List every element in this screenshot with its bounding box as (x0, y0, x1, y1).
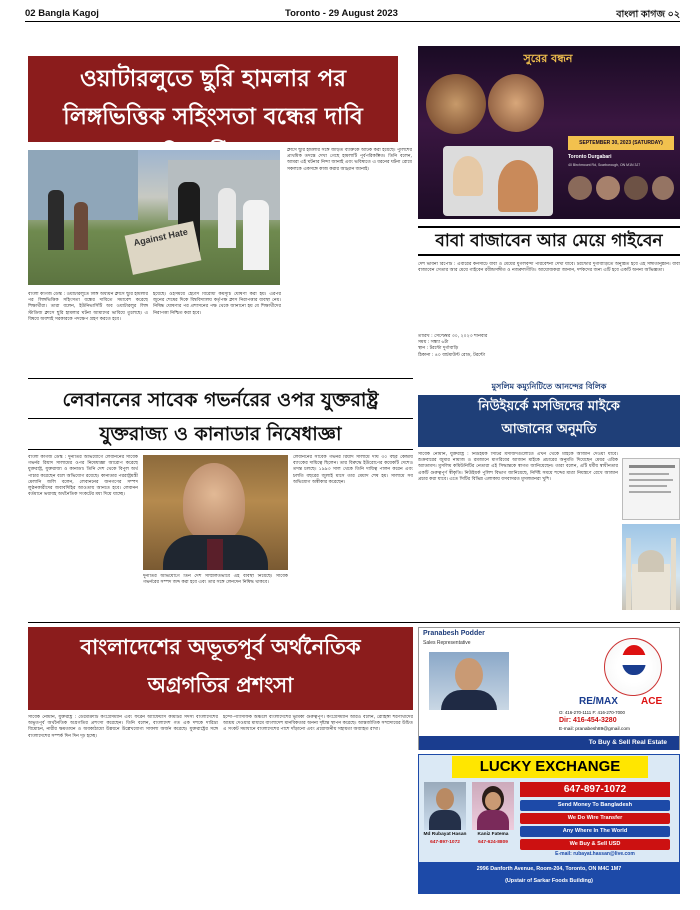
exchange-service-1: Send Money To Bangladesh (520, 800, 670, 811)
rally-photo (28, 150, 280, 285)
person1-phone: 647-897-1072 (430, 840, 460, 845)
page-date: Toronto - 29 August 2023 (285, 8, 398, 19)
person1-photo (424, 782, 466, 830)
exchange-service-3: Any Where In The World (520, 826, 670, 837)
exchange-address-1: 2996 Danforth Avenue, Room-204, Toronto, ON M4C 1M7 (476, 866, 622, 872)
detail-venue: স্থান : টরন্টো দুর্গাবাড়ি (418, 346, 459, 352)
poster-venue: Toronto Durgabari (568, 154, 612, 160)
governor-photo (143, 455, 288, 570)
story2-headline: বাবা বাজাবেন আর মেয়ে গাইবেন (418, 226, 680, 256)
exchange-title: LUCKY EXCHANGE (452, 756, 648, 778)
realtor-email: E-mail: pranabesh89@gmail.com (559, 727, 630, 732)
story3-headline-2: যুক্তরাজ্য ও কানাডার নিষেধাজ্ঞা (28, 418, 413, 450)
remax-balloon-icon (604, 638, 662, 696)
detail-address: ঠিকানা : ৪০ বার্চমাউন্ট রোড, টরন্টো (418, 352, 486, 358)
realtor-direct-phone: Dir: 416-454-3280 (559, 717, 617, 724)
story1-col2: হয়েছে। ওইসময়ে হেটার্স বিরোধী কর্মসূচি ঘোষণা করা হয়। এরপর জুনের শেষের দিকে বিশ্ববিদ্যালয় কর্তৃপক্ষ ক্লাস নিরাপত্তার ব্যবস্থা নেয়। নিষিদ্ধ ঘোষণার পর প্রশাসনের পক্ষ থেকে জানানো হয় যে শিক্ষার্থীদের নিরাপত্তা নিশ্চিত করা হবে। (153, 292, 281, 316)
realtor-office-phone: O: 416-270-1111 F: 416-270-7000 (559, 710, 625, 715)
letter-image (622, 458, 680, 520)
realtor-name: Pranabesh Podder (423, 630, 485, 637)
story3-col1: বাংলা কাগজ ডেস্ক : দুর্নীতির অভিযোগে লেবাননের সাবেক গভর্নর রিয়াদ সালামের ওপর নিষেধাজ্ঞা আরোপ করেছে যুক্তরাষ্ট্র, যুক্তরাজ্য ও কানাডা। তিনি দেশ থেকে বিপুল অর্থ পাচার করেছেন বলে অভিযোগ রয়েছে। কানাডার পররাষ্ট্রমন্ত্রী মেলানি জলি বলেন, লেবাননের জনগণের সম্পদ লুণ্ঠনকারীদের জবাবদিহির আওতায় আনতে হবে। লেবানন বর্তমানে ভয়াবহ অর্থনৈতিক সংকটের মধ্য দিয়ে যাচ্ছে। (28, 455, 138, 498)
story4-headline-2: আজানের অনুমতি (501, 422, 597, 437)
story1-col3: ক্লাসে ছুরি হামলার সঙ্গে জড়িত ব্যক্তিকে আটক করা হয়েছে। পুলিশের প্রাথমিক তদন্তে দেখা গেছে হামলাটি পূর্বপরিকল্পিত। তিনি বলেন, আমরা এই ঘটনার নিন্দা জানাই এবং ভবিষ্যতে এ ধরনের ঘটনা রোধে সকলকে একসঙ্গে কাজ করার আহ্বান জানাই। (287, 148, 412, 172)
divider (28, 622, 680, 623)
story3-headline-1: লেবাননের সাবেক গভর্নরের ওপর যুক্তরাষ্ট্র (62, 389, 379, 411)
page-folio-left: 02 Bangla Kagoj (25, 8, 99, 19)
exchange-address-2: (Upstair of Sarkar Foods Building) (505, 878, 593, 884)
poster-address: 40 Birchmount Rd, Scarborough, ON M1N 3J7 (568, 163, 641, 167)
story4-body: সাবেক নোমান, যুক্তরাষ্ট্র : নিউইয়র্ক সিটির মসজিদগুলোতে এখন থেকে মাইকে আজান দেওয়া যাবে। শুক্রবারের জুমার নামাজ ও রমজানে মাগরিবের আজান মাইকে প্রচারের অনুমতি দিয়েছেন মেয়র এরিক অ্যাডামস। মুসলিম কমিউনিটির নেতারা এই সিদ্ধান্তকে স্বাগত জানিয়েছেন। তারা বলেন, এটি ধর্মীয় স্বাধীনতার একটি গুরুত্বপূর্ণ স্বীকৃতি। নিউইয়র্ক পুলিশ বিভাগ জানিয়েছে, নির্দিষ্ট সময়ে শব্দের মাত্রা নিয়ন্ত্রণে রেখে আজান প্রচার করা যাবে। এতে সিটির বিভিন্ন এলাকায় বসবাসরত মুসলমানরা খুশি। (418, 452, 618, 482)
story3-col3: লেবাননের সাবেক গভর্নর রিয়াদ সালামে দীর্ঘ ৩০ বছর কেন্দ্রীয় ব্যাংকের দায়িত্বে ছিলেন। তার বিরুদ্ধে ইউরোপের কয়েকটি দেশেও তদন্ত চলছে। ১৯৯৩ সাল থেকে তিনি দায়িত্ব পালন করেন এবং চলতি বছরের জুলাই মাসে তার মেয়াদ শেষ হয়। সালামে সব অভিযোগ অস্বীকার করেছেন। (293, 455, 413, 485)
person1-name: Md Rubayat Hasan (423, 832, 467, 837)
realtor-title: Sales Representative (423, 640, 471, 646)
divider (28, 378, 413, 379)
realtor-photo (429, 652, 509, 710)
mosque-photo (622, 524, 680, 610)
page-header (25, 4, 680, 22)
story2-body: দেশ ভাবনা রিপোর্ট : এবারের কনসার্টে বাবা ও মেয়ের যুগলবন্দী পরিবেশনা দেখা যাবে। টরন্টোর দুর্গাবাড়িতে অনুষ্ঠিত হবে এই সঙ্গীতানুষ্ঠান। বাবা বাজাবেন সেতার আর মেয়ে গাইবেন রবীন্দ্রসঙ্গীত ও নজরুলগীতি। আয়োজকরা জানান, দর্শকদের জন্য এটি হবে একটি অনন্য অভিজ্ঞতা। (418, 262, 680, 274)
story4-kicker: মুসলিম কম্যুনিটিতে আনন্দের বিলিক (491, 382, 607, 391)
exchange-email: E-mail: rubayat.hassan@live.com (555, 851, 635, 857)
story1-col1: বাংলা কাগজ ডেস্ক : ওয়াটারলুতে লিঙ্গ অধ্যয়ন ক্লাসে ছুরি হামলার পর লিঙ্গভিত্তিক সহিংসতা বন্ধের দাবিতে সমাবেশ করেছে শিক্ষার্থীরা। তারা বলেন, ইউনিভার্সিটি অব ওয়াটারলুর লিঙ্গ স্টাডিজ ক্লাসে ছুরি হামলার ঘটনা আমাদের ভাবিয়ে তুলেছে। এ বিষয়ে অবশ্যই সরকারকে পদক্ষেপ গ্রহণ করতে হবে। (28, 292, 148, 322)
poster-date: SEPTEMBER 30, 2023 (SATURDAY) (568, 136, 674, 150)
concert-poster (418, 46, 680, 219)
story5-headline-2: অগ্রগতির প্রশংসা (147, 673, 294, 697)
story5-col2: ইন্দো-প্যাসিফিক অঞ্চলে বাংলাদেশের ভূমিকা গুরুত্বপূর্ণ। কংগ্রেসম্যান আরও বলেন, রোহিঙ্গা শরণার্থীদের আশ্রয় দেওয়ার মাধ্যমে বাংলাদেশ মানবিকতার অনন্য দৃষ্টান্ত স্থাপন করেছে। আন্তর্জাতিক সম্প্রদায়ের উচিত এ সংকট সমাধানে বাংলাদেশের পাশে দাঁড়ানো এবং প্রয়োজনীয় সহায়তা অব্যাহত রাখা। (223, 715, 413, 733)
page-folio-right: বাংলা কাগজ ০২ (616, 9, 680, 20)
story2-details (418, 334, 618, 374)
story4-headline-1: নিউইয়র্কে মসজিদের মাইকে (478, 399, 620, 414)
person2-photo (472, 782, 514, 830)
story5-headline (28, 627, 413, 710)
exchange-service-4: We Buy & Sell USD (520, 839, 670, 850)
detail-date: তারিখ : সেপ্টেম্বর ৩০, ২০২৩ শনিবার (418, 334, 488, 339)
exchange-service-2: We Do Wire Transfer (520, 813, 670, 824)
remax-office: ACE (641, 696, 663, 707)
remax-logo: RE/MAX (579, 696, 618, 707)
exchange-phone: 647-897-1072 (520, 782, 670, 797)
detail-time: সময় : সন্ধ্যা ৬টা (418, 340, 449, 346)
realtor-ad (418, 627, 680, 750)
story3-col2: দুর্নীতির অভিযোগে তিন দেশ সম্মিলিতভাবে এই ব্যবস্থা নিয়েছে। সাবেক গভর্নরের সম্পদ জব্দ করা হবে এবং তার সঙ্গে লেনদেন নিষিদ্ধ থাকবে। (143, 574, 288, 586)
story4-headline-band (418, 395, 680, 447)
realtor-tagline: To Buy & Sell Real Estate (419, 736, 679, 750)
story1-headline: ওয়াটারলুতে ছুরি হামলার পর লিঙ্গভিত্তিক সহিংসতা বন্ধের দাবি (28, 56, 398, 142)
story5-headline-1: বাংলাদেশের অভূতপূর্ব অর্থনৈতিক (80, 635, 361, 659)
poster-title: সুরের বন্ধন (523, 52, 573, 65)
person2-phone: 647-624-8809 (478, 840, 508, 845)
protest-sign: Against Hate (125, 221, 202, 275)
story5-col1: সাবেক নোমান, যুক্তরাষ্ট্র : ডেমোক্র্যাট কংগ্রেসম্যান এবং ফরেন অ্যাফেয়ার্স কমিটির সদস্য বাংলাদেশের অভূতপূর্ব অর্থনৈতিক অগ্রগতির প্রশংসা করেছেন। তিনি বলেন, বাংলাদেশ গত এক দশকে দারিদ্র্য বিমোচন, নারীর ক্ষমতায়ন ও অবকাঠামো উন্নয়নে উল্লেখযোগ্য সাফল্য অর্জন করেছে। যুক্তরাষ্ট্রের সঙ্গে বাংলাদেশের সম্পর্ক দিন দিন দৃঢ় হচ্ছে। (28, 715, 218, 739)
exchange-address (418, 862, 680, 894)
person2-name: Kaniz Fatema (477, 832, 509, 837)
